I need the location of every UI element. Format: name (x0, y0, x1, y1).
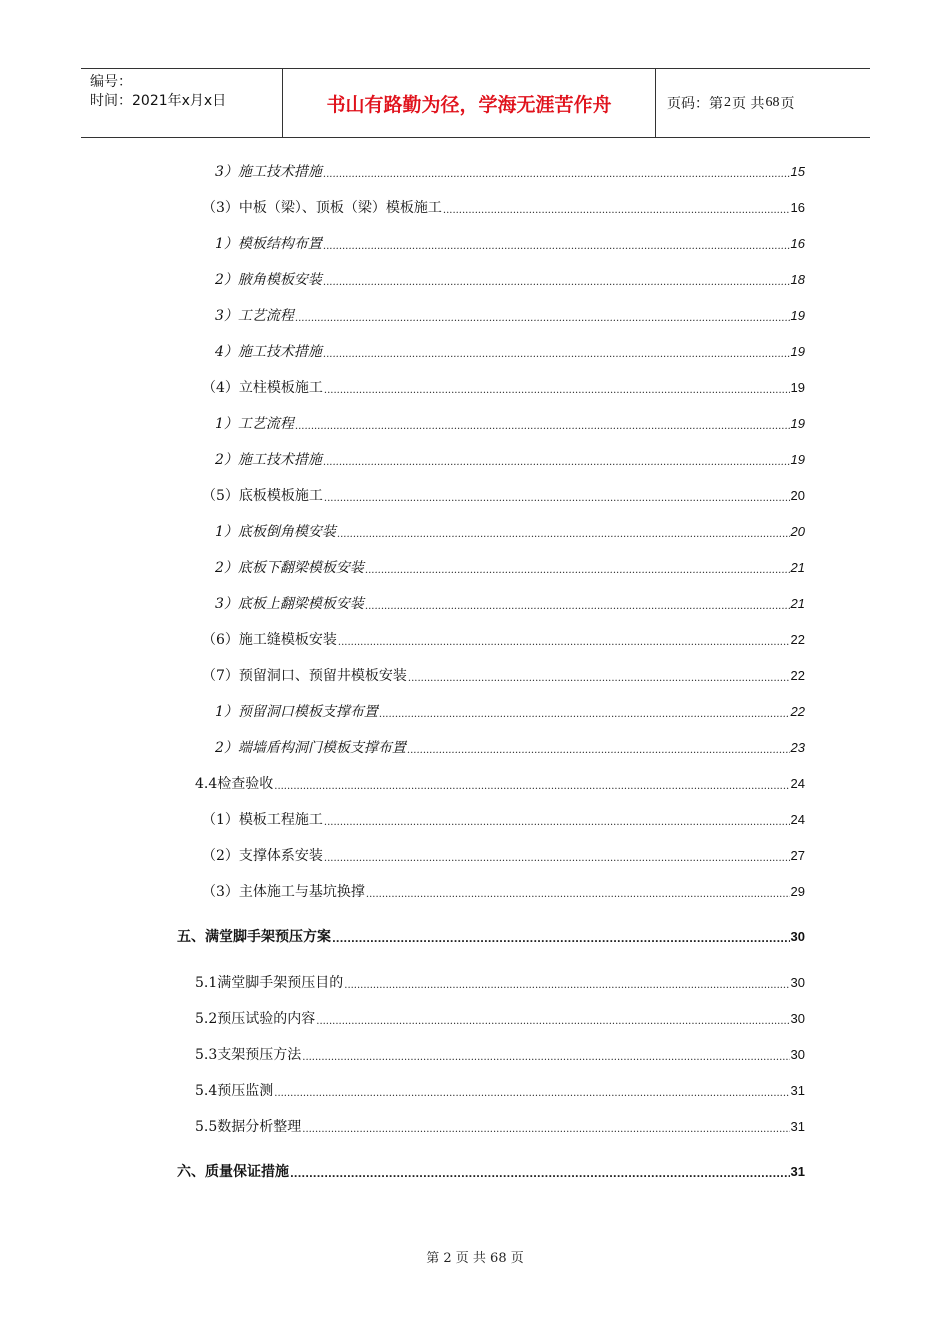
toc-leader (332, 935, 790, 945)
toc-entry-page: 16 (790, 200, 805, 215)
toc-entry[interactable] (215, 740, 805, 756)
toc-entry[interactable] (195, 1119, 805, 1135)
toc-leader (324, 386, 790, 396)
toc-entry-page: 22 (790, 704, 805, 719)
toc-entry-page: 19 (790, 452, 805, 467)
toc-leader (323, 242, 790, 252)
toc-entry-title: 2）腋角模板安装 (215, 272, 322, 288)
toc-entry-title: （7）预留洞口、预留井模板安装 (202, 668, 407, 684)
toc-entry[interactable] (215, 308, 805, 324)
toc-leader (323, 170, 790, 180)
toc-leader (324, 854, 790, 864)
page-middle: 页 共 (732, 96, 765, 112)
toc-entry[interactable] (215, 704, 805, 720)
toc-entry[interactable] (202, 488, 805, 504)
page-header (81, 68, 870, 138)
toc-entry-page: 31 (790, 1083, 805, 1098)
toc-entry-title: 2）底板下翻梁模板安装 (215, 560, 364, 576)
toc-leader (443, 206, 790, 216)
toc-leader (295, 314, 790, 324)
toc-entry-page: 22 (790, 632, 805, 647)
toc-entry-page: 30 (790, 975, 805, 990)
toc-entry[interactable] (215, 164, 805, 180)
toc-entry-title: 4.4检查验收 (195, 776, 274, 792)
toc-entry-title: 4）施工技术措施 (215, 344, 322, 360)
toc-leader (316, 1017, 789, 1027)
toc-leader (407, 746, 790, 756)
toc-entry-title: 3）工艺流程 (215, 308, 294, 324)
toc-leader (338, 638, 790, 648)
toc-entry-title: 1）模板结构布置 (215, 236, 322, 252)
toc-entry[interactable] (215, 524, 805, 540)
toc-entry-page: 23 (790, 740, 805, 755)
toc-entry-page: 24 (790, 776, 805, 791)
toc-entry-title: 2）施工技术措施 (215, 452, 322, 468)
toc-entry[interactable] (195, 1083, 805, 1099)
toc-entry-page: 22 (790, 668, 805, 683)
toc-leader (366, 890, 790, 900)
toc-entry-page: 31 (790, 1119, 805, 1134)
header-info (81, 69, 282, 137)
toc-entry-title: （3）中板（梁）、顶板（梁）模板施工 (202, 200, 442, 216)
toc-entry-title: 5.3支架预压方法 (195, 1047, 302, 1063)
header-page-info (656, 69, 870, 137)
toc-entry-title: （2）支撑体系安装 (202, 848, 323, 864)
toc-leader (323, 278, 790, 288)
toc-entry-page: 21 (790, 596, 805, 611)
toc-entry[interactable] (215, 416, 805, 432)
toc-entry-page: 15 (790, 164, 805, 179)
toc-entry-page: 29 (790, 884, 805, 899)
toc-leader (344, 981, 789, 991)
toc-entry[interactable] (195, 1047, 805, 1063)
toc-entry-title: 六、质量保证措施 (177, 1164, 289, 1180)
toc-leader (323, 458, 790, 468)
toc-entry[interactable] (195, 776, 805, 792)
toc-entry[interactable] (195, 975, 805, 991)
toc-entry[interactable] (202, 632, 805, 648)
toc-chapter-entry[interactable] (177, 929, 805, 945)
toc-leader (324, 818, 790, 828)
toc-entry-page: 21 (790, 560, 805, 575)
toc-leader (274, 1089, 789, 1099)
toc-entry-page: 19 (790, 308, 805, 323)
toc-entry-page: 20 (790, 488, 805, 503)
page-footer: 第 2 页 共 68 页 (426, 1251, 524, 1266)
toc-entry-page: 16 (790, 236, 805, 251)
toc-entry-title: 5.2预压试验的内容 (195, 1011, 316, 1027)
toc-leader (295, 422, 790, 432)
toc-leader (365, 602, 790, 612)
toc-entry-title: （3）主体施工与基坑换撑 (202, 884, 365, 900)
toc-entry-page: 24 (790, 812, 805, 827)
toc-entry-title: （4）立柱模板施工 (202, 380, 323, 396)
toc-entry[interactable] (202, 812, 805, 828)
toc-entry-title: （1）模板工程施工 (202, 812, 323, 828)
toc-entry[interactable] (215, 272, 805, 288)
toc-entry-title: （5）底板模板施工 (202, 488, 323, 504)
toc-entry-page: 31 (790, 1164, 805, 1179)
toc-leader (337, 530, 790, 540)
toc-leader (324, 494, 790, 504)
page-prefix: 页码：第 (667, 96, 723, 112)
toc-entry-title: 5.4预压监测 (195, 1083, 274, 1099)
toc-entry-title: 5.5数据分析整理 (195, 1119, 302, 1135)
toc-entry-title: 1）预留洞口模板支撑布置 (215, 704, 378, 720)
toc-entry-page: 19 (790, 380, 805, 395)
toc-entry[interactable] (202, 848, 805, 864)
toc-entry[interactable] (195, 1011, 805, 1027)
toc-entry-title: 3）底板上翻梁模板安装 (215, 596, 364, 612)
toc-leader (379, 710, 790, 720)
page-total: 68 (765, 95, 780, 110)
toc-entry-page: 20 (790, 524, 805, 539)
toc-entry-page: 30 (790, 1047, 805, 1062)
toc-chapter-entry[interactable] (177, 1164, 805, 1180)
toc-entry-title: 5.1满堂脚手架预压目的 (195, 975, 344, 991)
toc-entry[interactable] (215, 560, 805, 576)
toc-entry-page: 18 (790, 272, 805, 287)
toc-entry[interactable] (215, 236, 805, 252)
toc-leader (290, 1170, 790, 1180)
toc-entry-page: 19 (790, 344, 805, 359)
toc-leader (274, 782, 789, 792)
toc-entry-page: 19 (790, 416, 805, 431)
toc-leader (323, 350, 790, 360)
toc-leader (408, 674, 790, 684)
toc-entry-page: 30 (790, 1011, 805, 1026)
toc-entry[interactable] (215, 344, 805, 360)
toc-entry-title: 1）底板倒角模安装 (215, 524, 336, 540)
page-suffix: 页 (780, 96, 795, 112)
toc-entry-title: 3）施工技术措施 (215, 164, 322, 180)
toc-entry-page: 30 (790, 929, 805, 944)
toc-entry[interactable] (215, 452, 805, 468)
time-label: 时间：2021年x月x日 (90, 93, 227, 109)
toc-entry-title: 2）端墙盾构洞门模板支撑布置 (215, 740, 406, 756)
toc-leader (365, 566, 790, 576)
page-current: 2 (724, 95, 731, 110)
toc-entry-title: 五、满堂脚手架预压方案 (177, 929, 331, 945)
toc-entry-title: 1）工艺流程 (215, 416, 294, 432)
toc-entry[interactable] (215, 596, 805, 612)
toc-leader (302, 1053, 789, 1063)
toc-entry[interactable] (202, 380, 805, 396)
number-label: 编号： (90, 74, 132, 90)
toc-entry-page: 27 (790, 848, 805, 863)
toc-entry[interactable] (202, 884, 805, 900)
toc-leader (302, 1125, 789, 1135)
toc-entry[interactable] (202, 668, 805, 684)
toc-entry-title: （6）施工缝模板安装 (202, 632, 337, 648)
toc-entry[interactable] (202, 200, 805, 216)
header-motto: 书山有路勤为径，学海无涯苦作舟 (282, 69, 656, 137)
